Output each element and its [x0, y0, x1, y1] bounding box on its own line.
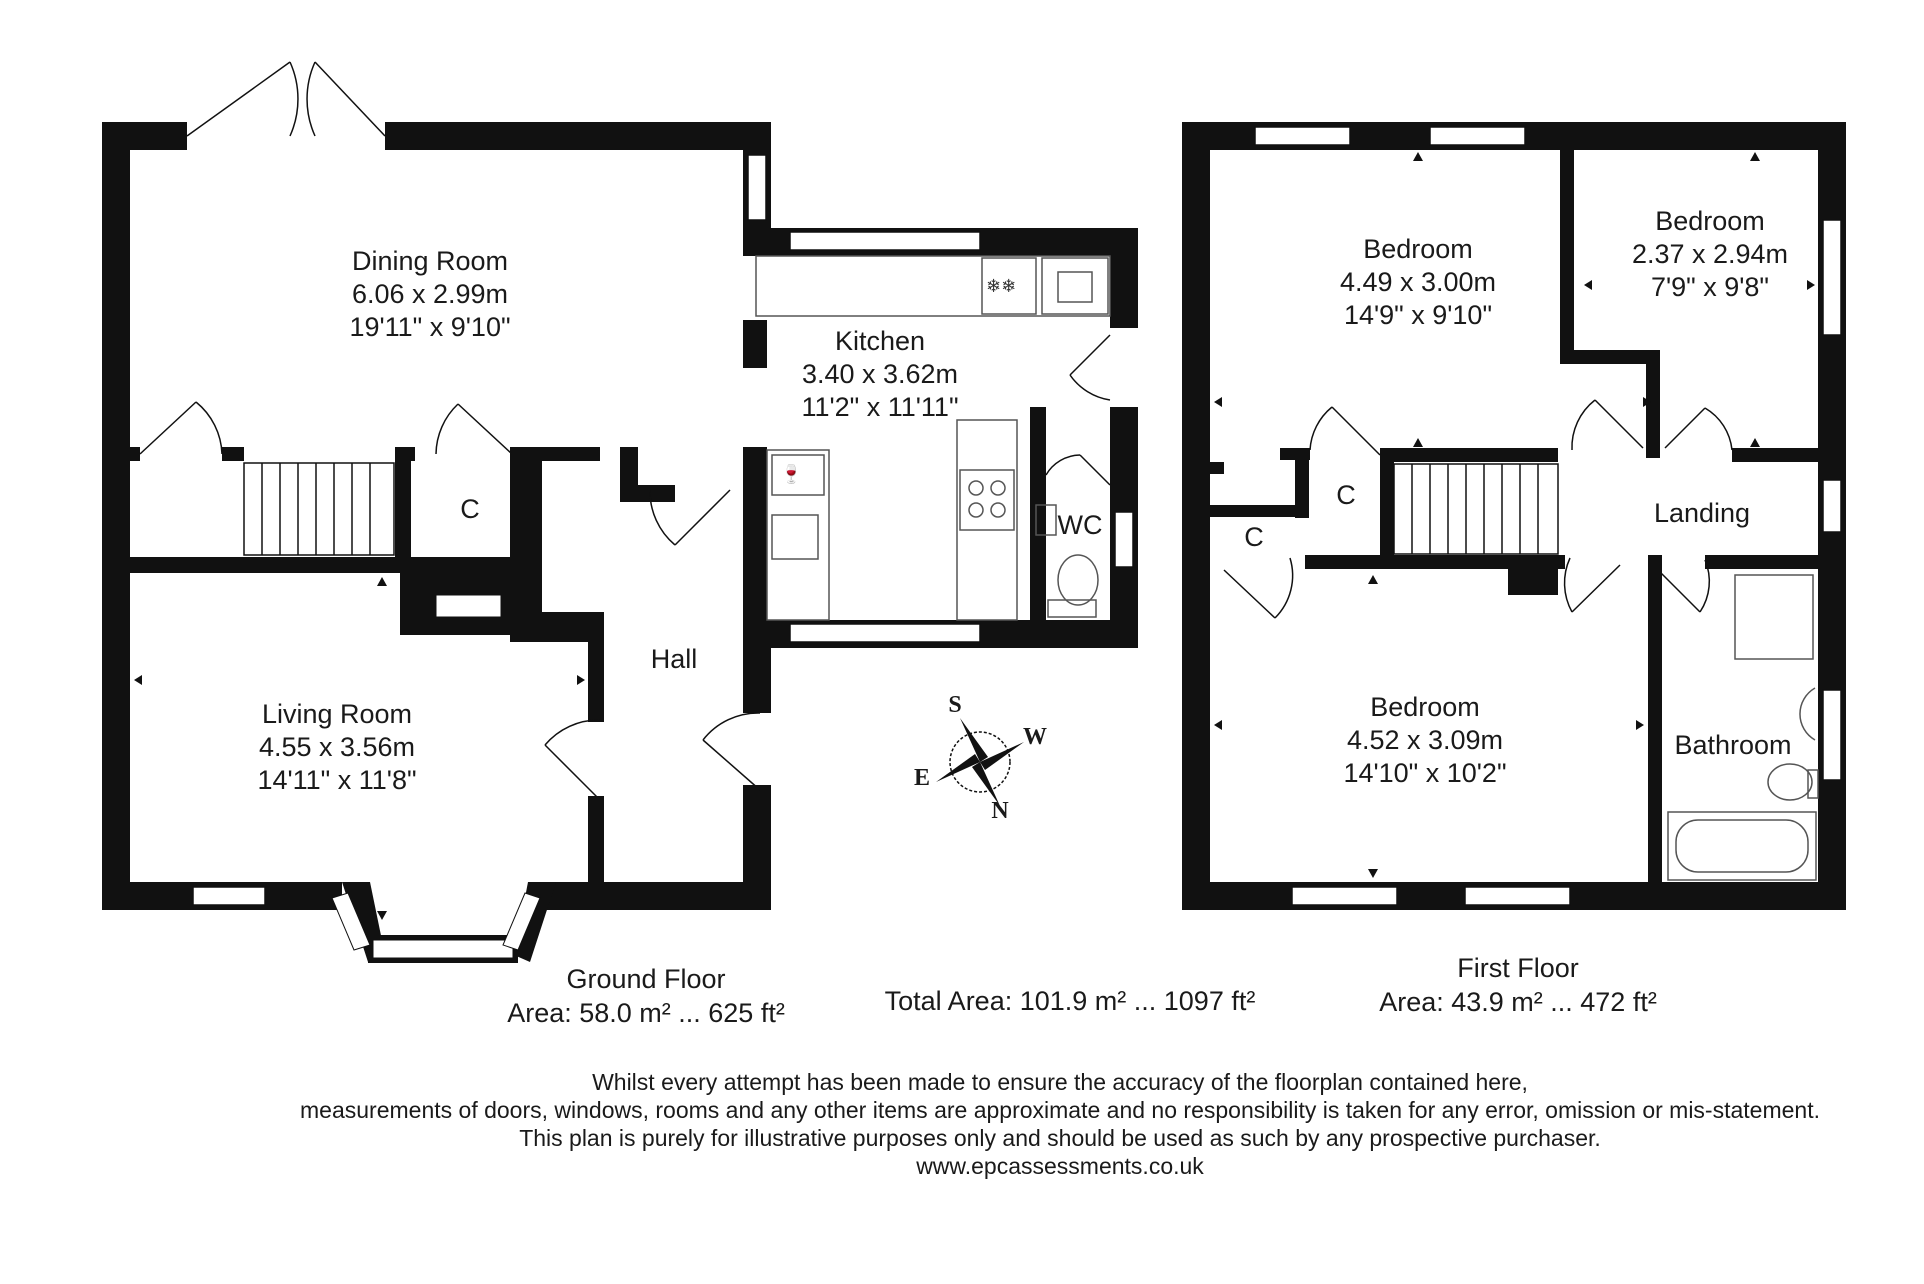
- bedroom-2-imperial: 7'9" x 9'8": [1650, 272, 1770, 302]
- dining-room-imperial: 19'11" x 9'10": [349, 312, 511, 342]
- ground-floor-doors: [140, 62, 1110, 800]
- ground-floor-plan: [102, 62, 1138, 963]
- ground-floor-labels: [257, 246, 1102, 795]
- wc-label: WC: [1057, 510, 1103, 540]
- living-room-imperial: 14'11" x 11'8": [257, 765, 417, 795]
- compass-n: N: [991, 798, 1009, 824]
- svg-text:❄❄: ❄❄: [986, 276, 1017, 297]
- hall-label: Hall: [650, 644, 698, 674]
- kitchen-fittings: [756, 256, 1110, 620]
- dining-room-metric: 6.06 x 2.99m: [351, 279, 509, 309]
- compass-w: W: [1023, 724, 1047, 750]
- compass-e: E: [913, 765, 931, 791]
- total-area: Total Area: 101.9 m² ... 1097 ft²: [884, 986, 1256, 1016]
- bedroom-3-metric: 4.52 x 3.09m: [1346, 725, 1504, 755]
- ground-floor-stairs: [244, 463, 394, 555]
- compass-rose: [914, 692, 1047, 824]
- compass-s: S: [948, 692, 962, 718]
- website-link[interactable]: www.epcassessments.co.uk: [916, 1153, 1204, 1179]
- living-room-metric: 4.55 x 3.56m: [258, 732, 416, 762]
- disclaimer-line-1: Whilst every attempt has been made to ensure the accuracy of the floorplan contained here,: [592, 1069, 1528, 1095]
- bedroom-1-metric: 4.49 x 3.00m: [1339, 267, 1497, 297]
- bedroom-3-imperial: 14'10" x 10'2": [1343, 758, 1507, 788]
- bedroom-2-name: Bedroom: [1655, 206, 1765, 236]
- living-room-name: Living Room: [261, 699, 413, 729]
- chimney-breast: [436, 595, 501, 617]
- landing-label: Landing: [1653, 498, 1751, 528]
- bedroom-3-name: Bedroom: [1370, 692, 1480, 722]
- first-floor-caption: First Floor: [1457, 953, 1579, 983]
- first-cupboard-1-label: C: [1336, 480, 1356, 510]
- disclaimer: [300, 1069, 1820, 1179]
- ground-floor-caption: Ground Floor: [566, 964, 726, 994]
- kitchen-imperial: 11'2" x 11'11": [801, 392, 959, 422]
- svg-text:🍷: 🍷: [780, 464, 803, 485]
- bedroom-1-imperial: 14'9" x 9'10": [1343, 300, 1493, 330]
- first-floor-area: Area: 43.9 m² ... 472 ft²: [1379, 987, 1657, 1017]
- ground-floor-area: Area: 58.0 m² ... 625 ft²: [507, 998, 785, 1028]
- dining-room-name: Dining Room: [351, 246, 509, 276]
- kitchen-metric: 3.40 x 3.62m: [801, 359, 959, 389]
- kitchen-name: Kitchen: [834, 326, 926, 356]
- ground-cupboard-label: C: [460, 494, 480, 524]
- bathroom-label: Bathroom: [1674, 730, 1792, 760]
- disclaimer-line-2: measurements of doors, windows, rooms and any other items are approximate and no responsibility is taken for any error, omission or mis-statement.: [300, 1097, 1820, 1123]
- bedroom-1-name: Bedroom: [1363, 234, 1473, 264]
- captions: [507, 953, 1657, 1028]
- first-floor-stairs: [1394, 464, 1558, 554]
- disclaimer-line-3: This plan is purely for illustrative purposes only and should be used as such by any prospective purchaser.: [519, 1125, 1601, 1151]
- first-cupboard-2-label: C: [1244, 522, 1264, 552]
- first-floor-labels: [1244, 206, 1791, 788]
- first-floor-plan: [1182, 122, 1846, 910]
- bay-window: [332, 882, 556, 963]
- bedroom-2-metric: 2.37 x 2.94m: [1631, 239, 1789, 269]
- bathroom-fittings: [1668, 575, 1818, 880]
